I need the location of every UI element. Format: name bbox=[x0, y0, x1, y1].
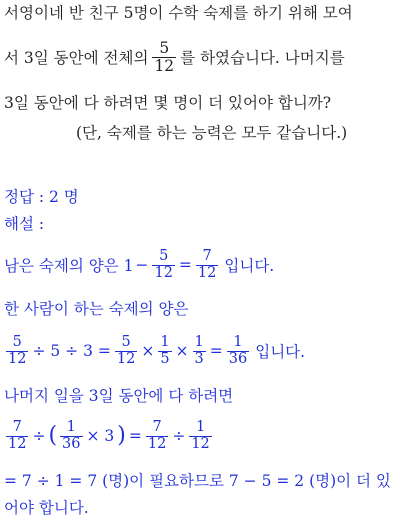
fraction-numerator: 5 bbox=[12, 334, 22, 351]
solution-step-4 bbox=[4, 385, 396, 405]
fraction-numerator: 5 bbox=[121, 334, 131, 351]
solution-step-3 bbox=[4, 330, 396, 372]
explanation-heading bbox=[4, 213, 396, 233]
answer-line bbox=[4, 186, 396, 206]
fraction-denominator: 12 bbox=[8, 350, 27, 367]
division-expression: ÷ 5 ÷ 3 = bbox=[32, 342, 111, 360]
fraction bbox=[196, 249, 218, 280]
fraction-numerator: 7 bbox=[12, 419, 22, 436]
fraction-numerator: 1 bbox=[194, 334, 204, 351]
fraction-five-twelfths bbox=[152, 40, 176, 74]
fraction-numerator: 1 bbox=[160, 334, 170, 351]
problem-text: 서영이네 반 친구 5명이 수학 숙제를 하기 위해 모여 bbox=[4, 4, 353, 22]
fraction-denominator: 3 bbox=[194, 350, 204, 367]
solution-step-7 bbox=[4, 497, 396, 517]
fraction bbox=[6, 335, 28, 366]
explanation-heading-text: 해설 : bbox=[4, 215, 45, 233]
fraction-denominator: 12 bbox=[191, 435, 210, 452]
fraction bbox=[115, 335, 137, 366]
fraction bbox=[146, 420, 168, 451]
fraction-denominator: 12 bbox=[147, 435, 167, 452]
problem-text: 서 3일 동안에 전체의 bbox=[4, 49, 149, 67]
fraction bbox=[189, 420, 211, 451]
fraction-numerator: 7 bbox=[202, 248, 212, 265]
fraction bbox=[60, 420, 82, 451]
fraction-denominator: 12 bbox=[154, 264, 173, 281]
left-parenthesis: ( bbox=[48, 423, 58, 448]
fraction-numerator: 7 bbox=[152, 419, 162, 436]
times-sign: × bbox=[141, 342, 155, 360]
fraction-denominator: 12 bbox=[197, 264, 217, 281]
step-text: 입니다. bbox=[255, 343, 306, 361]
fraction bbox=[158, 335, 171, 366]
problem-text: 3일 동안에 다 하려면 몇 명이 더 있어야 합니까? bbox=[4, 94, 332, 112]
fraction-denominator: 36 bbox=[62, 435, 81, 452]
step-text: 남은 숙제의 양은 1 bbox=[4, 257, 134, 275]
minus-sign: − bbox=[135, 256, 149, 274]
solution-step-1 bbox=[4, 244, 396, 286]
solution-step-5 bbox=[4, 414, 396, 458]
fraction-numerator: 5 bbox=[159, 248, 169, 265]
fraction-denominator: 36 bbox=[228, 350, 248, 367]
fraction bbox=[193, 335, 206, 366]
step-text: 한 사람이 하는 숙제의 양은 bbox=[4, 300, 189, 318]
division-sign: ÷ bbox=[172, 427, 186, 445]
step-text: = 7 ÷ 1 = 7 (명)이 필요하므로 7 − 5 = 2 (명)이 더 있 bbox=[4, 472, 391, 490]
fraction-denominator: 12 bbox=[154, 56, 175, 75]
fraction-denominator: 12 bbox=[8, 435, 27, 452]
problem-line-1 bbox=[4, 2, 396, 22]
step-text: 나머지 일을 3일 동안에 다 하려면 bbox=[4, 387, 234, 405]
fraction bbox=[152, 249, 174, 280]
fraction-numerator: 1 bbox=[233, 334, 243, 351]
problem-text: 를 하였습니다. 나머지를 bbox=[180, 49, 345, 67]
fraction-numerator: 1 bbox=[195, 419, 206, 436]
equals-sign: = bbox=[209, 342, 223, 360]
answer-text: 정답 : 2 명 bbox=[4, 188, 79, 206]
step-text: 입니다. bbox=[224, 257, 275, 275]
solution-step-6 bbox=[4, 470, 396, 490]
times-sign: × bbox=[175, 342, 189, 360]
fraction-numerator: 1 bbox=[66, 419, 76, 436]
problem-line-3 bbox=[4, 92, 396, 112]
step-text: 어야 합니다. bbox=[4, 499, 89, 517]
note-text: (단, 숙제를 하는 능력은 모두 같습니다.) bbox=[76, 124, 348, 142]
fraction-denominator: 5 bbox=[160, 350, 170, 367]
times-expression: × 3 bbox=[86, 427, 115, 445]
equals-sign: = bbox=[128, 427, 142, 445]
fraction-denominator: 12 bbox=[116, 350, 136, 367]
fraction-numerator: 5 bbox=[159, 39, 170, 58]
division-sign: ÷ bbox=[32, 427, 46, 445]
equals-sign: = bbox=[178, 256, 192, 274]
problem-note bbox=[76, 122, 396, 142]
solution-step-2 bbox=[4, 298, 396, 318]
fraction bbox=[227, 335, 249, 366]
fraction bbox=[6, 420, 28, 451]
problem-line-2 bbox=[4, 36, 396, 78]
right-parenthesis: ) bbox=[117, 423, 126, 448]
